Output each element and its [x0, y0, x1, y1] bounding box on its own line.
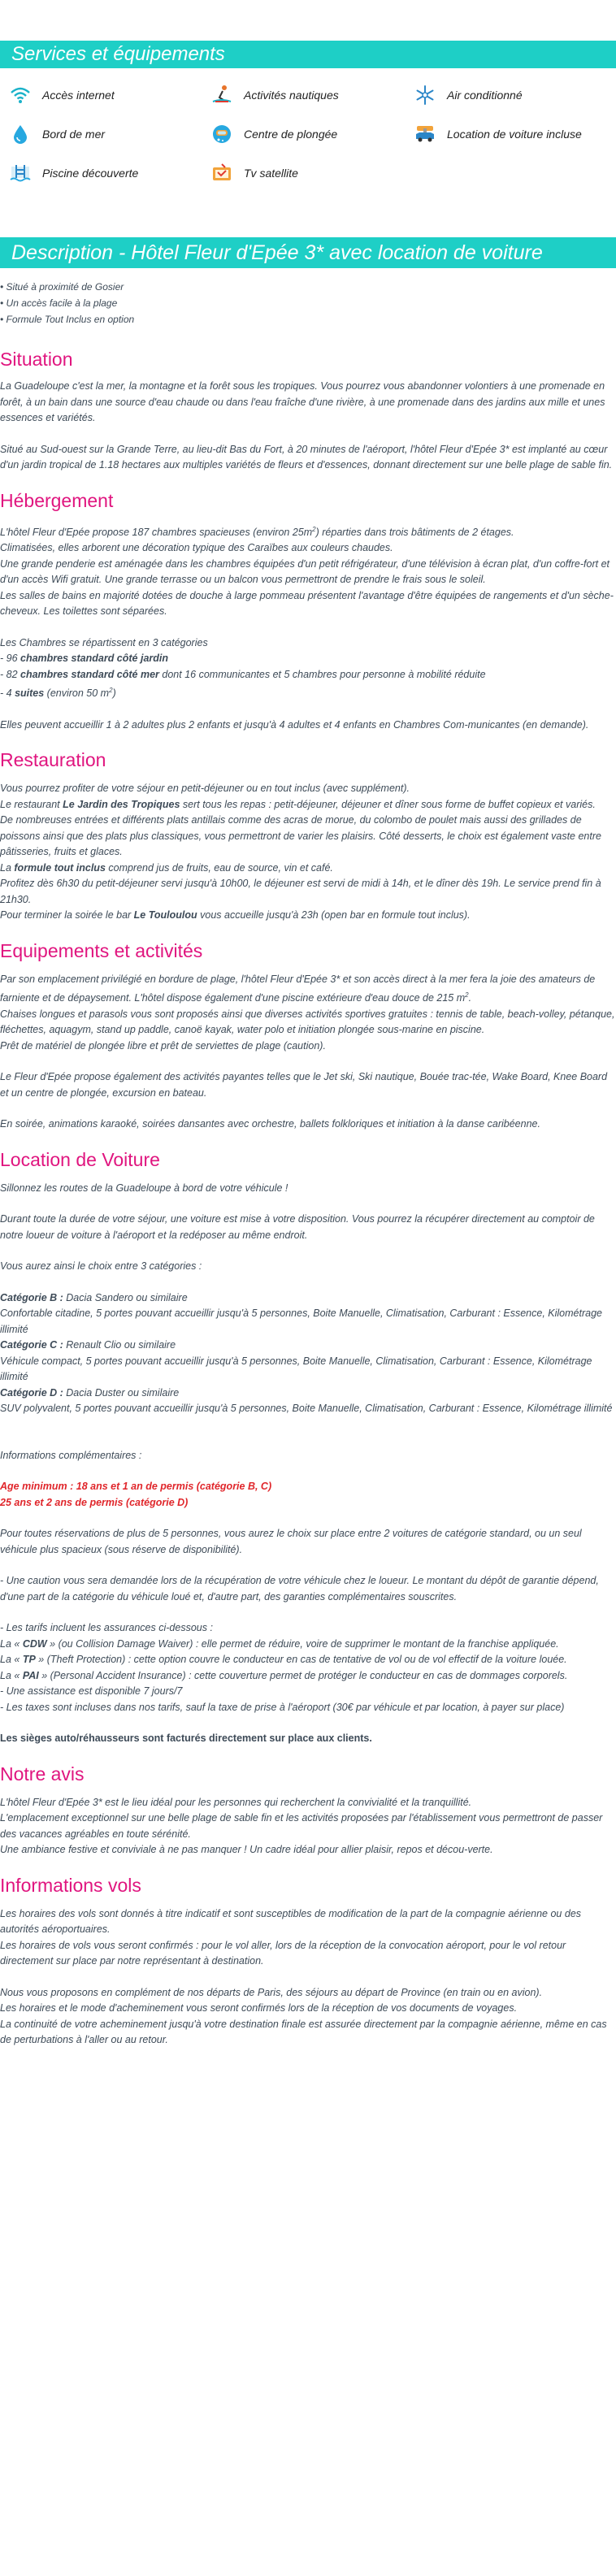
service-item — [413, 122, 582, 146]
location-paragraph: Sillonnez les routes de la Guadeloupe à bord de votre véhicule ! — [0, 1182, 288, 1194]
car-category-details: SUV polyvalent, 5 portes pouvant accueillir jusqu'à 5 personnes, Boite Manuelle, Climatisation, Carburant : Essence, Kilométrage illimité — [0, 1403, 613, 1415]
service-label: Tv satellite — [244, 167, 298, 180]
wifi-icon — [8, 83, 33, 107]
water-ski-icon — [210, 83, 234, 107]
room-categories-intro: Les Chambres se répartissent en 3 catégories — [0, 636, 208, 648]
vols-paragraph: Les horaires de vols vous seront confirmés : pour le vol aller, lors de la réception de la convocation aéroport, pour le vol retour directement sur place par notre représentant à destination. — [0, 1939, 566, 1967]
avis-heading: Notre avis — [0, 1763, 85, 1785]
location-heading: Location de Voiture — [0, 1148, 160, 1170]
location-paragraph: - Une caution vous sera demandée lors de la récupération de votre véhicule chez le loueur. Le montant du dépôt de garantie dépend, d'une part de la catégorie du véhicule loué et, d'autre part, des garanties complémentaires souscrites. — [0, 1575, 599, 1602]
equipements-heading: Equipements et activités — [0, 939, 203, 961]
location-paragraph: Vous aurez ainsi le choix entre 3 catégories : — [0, 1260, 202, 1273]
services-grid — [0, 83, 616, 189]
services-title: Services et équipements — [0, 41, 616, 68]
bullet-item: • Situé à proximité de Gosier — [0, 281, 124, 293]
room-category: - 82 chambres standard côté mer dont 16 communicantes et 5 chambres pour personne à mobilité réduite — [0, 668, 486, 680]
insurance-item: La « TP » (Theft Protection) : cette option couvre le conducteur en cas de tentative de vol ou de vol effectif de la voiture louée. — [0, 1654, 567, 1666]
avis-paragraph: L'emplacement exceptionnel sur une belle plage de sable fin et les activités proposées par l'établissement vous permettront de passer des vacances agréables en toute sérénité. — [0, 1812, 603, 1840]
hebergement-paragraph: Une grande penderie est aménagée dans les chambres équipées d'un petit réfrigérateur, d'une télévision à écran plat, d'un coffre-fort et d'un accès Wifi gratuit. Une grande terrasse ou un balcon vous permettront de prendre le frais sous le soleil. — [0, 557, 609, 586]
restauration-paragraph: Le restaurant Le Jardin des Tropiques sert tous les repas : petit-déjeuner, déjeuner et dîner sous forme de buffet copieux et variés. — [0, 798, 596, 810]
restauration-heading: Restauration — [0, 749, 106, 771]
avis-paragraph: L'hôtel Fleur d'Epée 3* est le lieu idéal pour les personnes qui recherchent la convivialité et la tranquillité. — [0, 1796, 472, 1808]
service-label: Location de voiture incluse — [447, 128, 582, 141]
vols-paragraph: Les horaires des vols sont donnés à titre indicatif et sont susceptibles de modification de la part de la compagnie aérienne ou des autorités aéroportuaires. — [0, 1907, 582, 1936]
restauration-paragraph: Vous pourrez profiter de votre séjour en petit-déjeuner ou en tout inclus (avec supplément). — [0, 783, 410, 795]
service-item — [8, 161, 138, 185]
room-category: - 96 chambres standard côté jardin — [0, 653, 169, 665]
location-info-title: Informations complémentaires : — [0, 1449, 142, 1461]
car-category-details: Confortable citadine, 5 portes pouvant accueillir jusqu'à 5 personnes, Boite Manuelle, Climatisation, Carburant : Essence, Kilométrage illimité — [0, 1308, 602, 1335]
age-minimum-d: 25 ans et 2 ans de permis (catégorie D) — [0, 1496, 189, 1508]
car-category: Catégorie C : Renault Clio ou similaire — [0, 1339, 176, 1351]
restauration-paragraph: Pour terminer la soirée le bar Le Touloulou vous accueille jusqu'à 23h (open bar en formule tout inclus). — [0, 909, 471, 922]
hebergement-paragraph: Climatisées, elles arborent une décoration typique des Caraïbes aux couleurs chaudes. — [0, 542, 393, 554]
service-label: Activités nautiques — [244, 89, 339, 102]
water-drop-icon — [8, 122, 33, 146]
room-category: - 4 suites (environ 50 $m^2$) — [0, 687, 116, 700]
car-category-details: Véhicule compact, 5 portes pouvant accueillir jusqu'à 5 personnes, Boite Manuelle, Climatisation, Carburant : Essence, Kilométrage illimité — [0, 1355, 592, 1383]
service-item — [413, 83, 523, 107]
bullet-item: • Un accès facile à la plage — [0, 297, 118, 309]
description-content — [0, 279, 616, 2049]
car-category: Catégorie B : Dacia Sandero ou similaire — [0, 1291, 188, 1303]
service-item — [210, 161, 298, 185]
car-icon — [413, 122, 437, 146]
vols-paragraph: La continuité de votre acheminement jusqu'à votre destination finale est assurée directement par la compagnie aérienne, même en cas de perturbations à l'aller ou au retour. — [0, 2018, 607, 2046]
restauration-paragraph: Profitez dès 6h30 du petit-déjeuner servi jusqu'à 10h00, le déjeuner est servi de midi à 14h, et le dîner dès 19h. Le service prend fin à 21h30. — [0, 878, 601, 905]
service-item — [8, 122, 105, 146]
satellite-tv-icon — [210, 161, 234, 185]
diving-icon — [210, 122, 234, 146]
insurance-item: La « CDW » (ou Collision Damage Waiver) : elle permet de réduire, voire de supprimer le montant de la franchise appliquée. — [0, 1637, 559, 1650]
service-item — [210, 122, 337, 146]
description-title: Description - Hôtel Fleur d'Epée 3* avec location de voiture — [0, 237, 616, 268]
avis-paragraph: Une ambiance festive et conviviale à ne pas manquer ! Un cadre idéal pour allier plaisir, repos et décou-verte. — [0, 1844, 493, 1856]
restauration-paragraph: De nombreuses entrées et différents plats antillais comme des acras de morue, du colombo de poulet mais aussi des grillades de poissons ainsi que des plats plus classiques, vous permettront de varier les plaisirs. Côté desserts, le choix est également vaste entre pâtisseries, fruits et glaces. — [0, 814, 601, 858]
location-paragraph: - Les tarifs incluent les assurances ci-dessous : — [0, 1622, 213, 1634]
service-label: Air conditionné — [447, 89, 523, 102]
location-paragraph: - Les taxes sont incluses dans nos tarifs, sauf la taxe de prise à l'aéroport (30€ par véhicule et par location, à payer sur place) — [0, 1701, 565, 1713]
age-minimum: Age minimum : 18 ans et 1 an de permis (catégorie B, C) — [0, 1481, 272, 1493]
car-category: Catégorie D : Dacia Duster ou similaire — [0, 1386, 180, 1399]
location-paragraph: Pour toutes réservations de plus de 5 personnes, vous aurez le choix sur place entre 2 voitures de catégorie standard, ou un seul véhicule plus spacieux (sous réserve de disponibilité). — [0, 1528, 582, 1555]
location-paragraph: - Une assistance est disponible 7 jours/7 — [0, 1685, 183, 1698]
hebergement-paragraph: Elles peuvent accueillir 1 à 2 adultes plus 2 enfants et jusqu'à 4 adultes et 4 enfants en Chambres Com-municantes (en demande). — [0, 718, 589, 731]
bullet-item: • Formule Tout Inclus en option — [0, 314, 135, 325]
equipements-paragraph: En soirée, animations karaoké, soirées dansantes avec orchestre, ballets folkloriques et initiation à la danse caribéenne. — [0, 1118, 540, 1130]
location-paragraph: Durant toute la durée de votre séjour, une voiture est mise à votre disposition. Vous pourrez la récupérer directement au comptoir de notre loueur de voiture à l'aéroport et la redéposer au même endroit. — [0, 1213, 595, 1241]
situation-paragraph: La Guadeloupe c'est la mer, la montagne et la forêt sous les tropiques. Vous pourrez vous abandonner volontiers à une promenade en forêt, à un bain dans une source d'eau chaude ou dans l'eau fraîche d'une rivière, à une promenade dans des jardins aux mille et unes essences et variétés. — [0, 380, 605, 423]
vols-paragraph: Nous vous proposons en complément de nos départs de Paris, des séjours au départ de Province (en train ou en avion). — [0, 1986, 543, 1998]
situation-heading: Situation — [0, 349, 73, 370]
equipements-paragraph: Le Fleur d'Epée propose également des activités payantes telles que le Jet ski, Ski nautique, Bouée trac-tée, Wake Board, Knee Board et un centre de plongée, excursion en bateau. — [0, 1071, 608, 1099]
pool-icon — [8, 161, 33, 185]
snowflake-icon — [413, 83, 437, 107]
service-label: Accès internet — [42, 89, 115, 102]
situation-paragraph: Situé au Sud-ouest sur la Grande Terre, au lieu-dit Bas du Fort, à 20 minutes de l'aéroport, l'hôtel Fleur d'Epée 3* est implanté au cœur d'un jardin tropical de 1.18 hectares aux multiples variétés de fleurs et d'essences, donnant directement sur une belle plage de sable fin. — [0, 443, 613, 471]
location-paragraph: Les sièges auto/réhausseurs sont facturés directement sur place aux clients. — [0, 1733, 372, 1745]
service-item — [210, 83, 339, 107]
restauration-paragraph: La formule tout inclus comprend jus de fruits, eau de source, vin et café. — [0, 861, 333, 874]
service-label: Centre de plongée — [244, 128, 338, 141]
equipements-paragraph: Prêt de matériel de plongée libre et prêt de serviettes de plage (caution). — [0, 1039, 326, 1052]
equipements-paragraph: Chaises longues et parasols vous sont proposés ainsi que diverses activités sportives gratuites : tennis de table, beach-volley, pétanque, fléchettes, aquagym, stand up paddle, canoë kayak, water polo et initiation plongée sous-marine en piscine. — [0, 1008, 615, 1036]
vols-paragraph: Les horaires et le mode d'acheminement vous seront confirmés lors de la réception de vos documents de voyages. — [0, 2002, 518, 2014]
hebergement-paragraph: L'hôtel Fleur d'Epée propose 187 chambres spacieuses (environ $25m^2$) réparties dans trois bâtiments de 2 étages. — [0, 525, 514, 538]
vols-heading: Informations vols — [0, 1874, 141, 1896]
service-item — [8, 83, 115, 107]
equipements-paragraph: Par son emplacement privilégié en bordure de plage, l'hôtel Fleur d'Epée 3* et son accès direct à la mer fera la joie des amateurs de farniente et de dépaysement. L'hôtel dispose également d'une piscine extérieure d'eau douce de 215 $m^2$. — [0, 973, 596, 1004]
hebergement-paragraph: Les salles de bains en majorité dotées de douche à large pommeau présentent l'avantage d'être équipées de rangements et d'un sèche-cheveux. Les toilettes sont séparées. — [0, 589, 614, 618]
description-bullets — [0, 279, 616, 327]
hebergement-heading: Hébergement — [0, 489, 114, 511]
insurance-item: La « PAI » (Personal Accident Insurance) : cette couverture permet de protéger le conducteur en cas de dommages corporels. — [0, 1669, 568, 1681]
service-label: Bord de mer — [42, 128, 106, 141]
service-label: Piscine découverte — [42, 167, 139, 180]
